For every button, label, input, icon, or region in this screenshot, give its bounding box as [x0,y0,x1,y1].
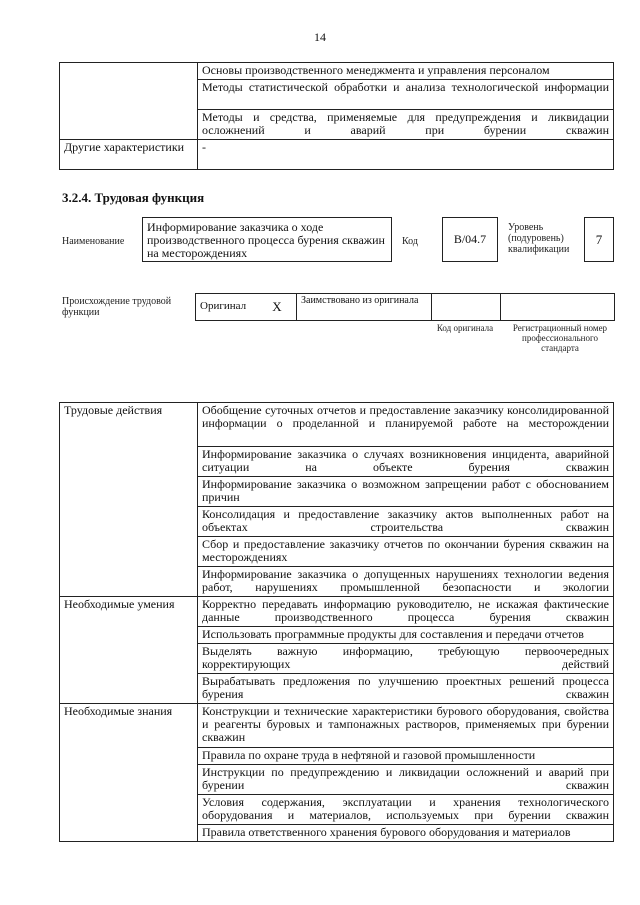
other-characteristics-label: Другие характеристики [60,140,198,170]
original-code-cell [432,294,501,321]
origin-table [195,293,615,321]
skill-item: Использовать программные продукты для составления и передачи отчетов [198,627,614,644]
name-label: Наименование [62,236,125,247]
level-label: Уровень (подуровень) квалификации [508,222,570,255]
knowledge-label: Необходимые знания [60,704,198,748]
function-table [59,402,614,842]
action-item: Информирование заказчика о допущенных нарушениях технологии ведения работ, нарушениях промышленной безопасности и экологии [198,567,614,597]
education-item: Методы статистической обработки и анализа технологической информации [198,80,614,110]
skill-item: Выделять важную информацию, требующую первоочередных корректирующих действий [198,644,614,674]
knowledge-item: Правила ответственного хранения бурового оборудования и материалов [198,825,614,842]
borrowed-label: Заимствовано из оригинала [297,294,432,321]
registration-caption: Регистрационный номер профессионального стандарта [512,323,608,353]
origin-label: Происхождение трудовой функции [62,296,172,318]
action-item: Консолидация и предоставление заказчику актов выполненных работ на объектах строительства скважин [198,507,614,537]
empty-label-cell [60,63,198,80]
skills-label: Необходимые умения [60,597,198,627]
knowledge-item: Инструкции по предупреждению и ликвидации осложнений и аварий при бурении скважин [198,765,614,795]
action-item: Обобщение суточных отчетов и предоставление заказчику консолидированной информации о проделанной и планируемой работе на месторождении [198,403,614,447]
page-number: 14 [314,30,326,44]
knowledge-item: Конструкции и технические характеристики бурового оборудования, свойства и реагенты буровых и тампонажных растворов, применяемых при бурении скважин [198,704,614,748]
original-mark: X [258,294,297,321]
section-title: 3.2.4. Трудовая функция [62,190,205,205]
skill-item: Корректно передавать информацию руководителю, не искажая фактические данные производственного процесса бурения скважин [198,597,614,627]
code-label: Код [402,236,418,247]
action-item: Сбор и предоставление заказчику отчетов по окончании бурения скважин на месторождениях [198,537,614,567]
other-characteristics-value: - [198,140,614,170]
skill-item: Вырабатывать предложения по улучшению проектных решений процесса бурения скважин [198,674,614,704]
education-item: Основы производственного менеджмента и управления персоналом [198,63,614,80]
actions-label: Трудовые действия [60,403,198,447]
action-item: Информирование заказчика о возможном запрещении работ с обоснованием причин [198,477,614,507]
action-item: Информирование заказчика о случаях возникновения инцидента, аварийной ситуации на объекте бурения скважин [198,447,614,477]
knowledge-item: Правила по охране труда в нефтяной и газовой промышленности [198,748,614,765]
code-value-box: B/04.7 [442,217,498,262]
code-caption: Код оригинала [436,323,494,333]
knowledge-item: Условия содержания, эксплуатации и хранения технологического оборудования и материалов, используемых при бурении скважин [198,795,614,825]
level-value-box: 7 [584,217,614,262]
function-name-box: Информирование заказчика о ходе производственного процесса бурения скважин на месторождениях [142,217,392,262]
education-table [59,62,614,170]
original-label: Оригинал [196,294,259,321]
registration-number-cell [501,294,615,321]
education-item: Методы и средства, применяемые для предупреждения и ликвидации осложнений и аварий при бурении скважин [198,110,614,140]
